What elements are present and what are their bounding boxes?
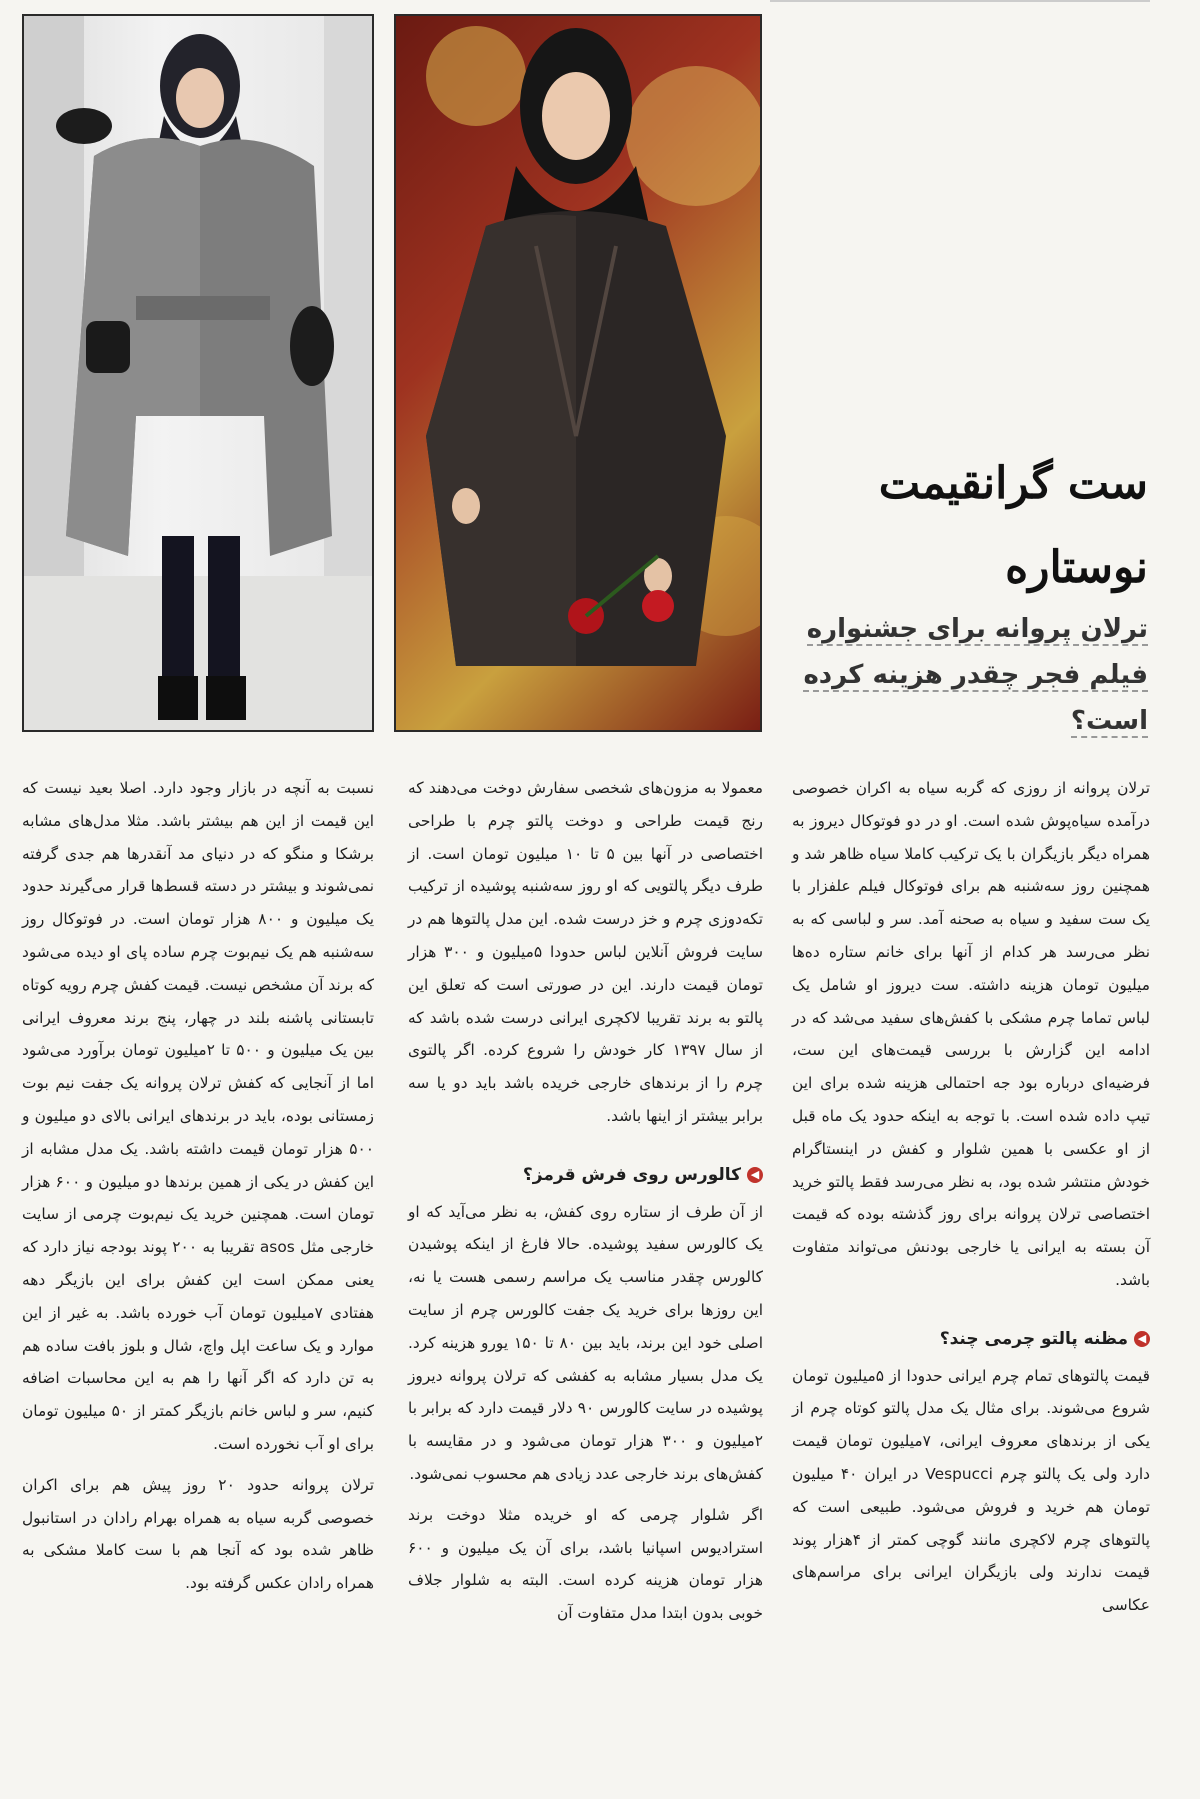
paragraph: اگر شلوار چرمی که او خریده مثلا دوخت برند استرادیوس اسپانیا باشد، برای آن یک میلیون و ۶۰۰ هزار تومان هزینه کرده است. البته به شلوار جلاف خوبی بدون ابتدا مدل متفاوت آن	[408, 1505, 763, 1623]
article-title-line-1: ست گرانقیمت	[878, 458, 1148, 509]
section-heading-text: مظنه پالتو چرمی چند؟	[939, 1328, 1128, 1349]
top-rule	[770, 0, 1150, 2]
article-subtitle-text: ترلان پروانه برای جشنواره فیلم فجر چقدر هزینه کرده است؟	[803, 614, 1148, 736]
woman-houndstooth-coat-photo	[22, 14, 374, 732]
section-heading	[408, 1159, 763, 1192]
section-heading	[792, 1323, 1150, 1356]
article-subtitle	[788, 606, 1148, 744]
article-title-line-2: نوستاره	[1005, 542, 1148, 593]
article-title	[788, 442, 1148, 610]
text-column-middle	[408, 772, 763, 1638]
paragraph: از آن طرف از ستاره روی کفش، به نظر می‌آید که او یک کالورس سفید پوشیده. حالا فارغ از اینکه پوشیدن کالورس چقدر مناسب یک مراسم رسمی هست یا نه، این روزها برای خرید یک جفت کالورس چرم از سایت اصلی خود این برند، باید بین ۸۰ تا ۱۵۰ یورو هزینه کرد. یک مدل بسیار مشابه به کفشی که ترلان پروانه دیروز پوشیده در سایت کالورس ۹۰ دلار قیمت دارد که برابر با ۲میلیون و ۳۰۰ هزار تومان می‌شود و در مقایسه با کفش‌های برند خارجی عدد زیادی هم محسوب نمی‌شود.	[408, 1202, 763, 1483]
arrow-bullet-icon: ◀	[1134, 1331, 1150, 1347]
text-column-right	[792, 772, 1150, 1630]
section-heading-text: کالورس روی فرش قرمز؟	[522, 1164, 741, 1185]
paragraph: ترلان پروانه از روزی که گربه سیاه به اکران خصوصی درآمده سیاه‌پوش شده است. او در دو فوتوکال دیروز به همراه دیگر بازیگران با یک ترکیب کاملا سیاه ظاهر شد و همچنین روز سه‌شنبه هم برای فوتوکال فیلم علفزار با یک ست سفید و سیاه به صحنه آمد. سر و لباسی که به نظر می‌رسد هر کدام از آنها برای خانم ستاره ده‌ها میلیون تومان هزینه داشته. ست دیروز او شامل یک لباس تماما چرم مشکی با کفش‌های سفید می‌شد که در ادامه این گزارش با بررسی قیمت‌های این ست، فرضیه‌ای درباره بود جه احتمالی هزینه شده برای این تیپ داده شده است. با توجه به اینکه حدود یک ماه قبل از او عکسی با همین شلوار و کفش در اینستاگرام خودش منتشر شده بود، به نظر می‌رسد فقط پالتو خرید اختصاصی ترلان پروانه برای روز گذشته بوده که قیمت آن بسته به ایرانی یا خارجی بودنش می‌تواند متفاوت باشد.	[792, 779, 1150, 1289]
woman-leather-coat-red-carpet-photo	[394, 14, 762, 732]
paragraph: قیمت پالتوهای تمام چرم ایرانی حدودا از ۵میلیون تومان شروع می‌شوند. برای مثال یک مدل پالتو کوتاه چرم از یکی از برندهای معروف ایرانی، ۷میلیون تومان قیمت دارد ولی یک پالتو چرم Vespucci در ایران ۴۰ میلیون تومان هم خرید و فروش می‌شود. طبیعی است که پالتوهای چرم لاکچری مانند گوچی کمتر از ۴هزار پوند قیمت ندارند ولی بازیگران ایرانی برای مراسم‌های عکاسی	[792, 1366, 1150, 1615]
paragraph: معمولا به مزون‌های شخصی سفارش دوخت می‌دهند که رنج قیمت طراحی و دوخت پالتو چرم با طراحی اختصاصی در آنها بین ۵ تا ۱۰ میلیون تومان است. از طرف دیگر پالتویی که او روز سه‌شنبه پوشیده از ترکیب تکه‌دوزی چرم و خز درست شده. این مدل پالتوها هم در سایت فروش آنلاین لباس حدودا ۵میلیون و ۳۰۰ هزار تومان قیمت دارند. این در صورتی است که تعلق این پالتو به برند تقریبا لاکچری ایرانی درست شده باشد که از سال ۱۳۹۷ کار خودش را شروع کرده. اگر پالتوی چرم را از برندهای خارجی خریده باشد باید دو یا سه برابر بیشتر از اینها باشد.	[408, 779, 764, 1125]
paragraph: ترلان پروانه حدود ۲۰ روز پیش هم برای اکران خصوصی گربه سیاه به همراه بهرام رادان در استانبول ظاهر شده بود که آنجا هم با ست کاملا مشکی به همراه رادان عکس گرفته بود.	[22, 1475, 374, 1593]
text-column-left	[22, 772, 374, 1608]
paragraph: نسبت به آنچه در بازار وجود دارد. اصلا بعید نیست که این قیمت از این هم بیشتر باشد. مثلا مدل‌های مشابه برشکا و منگو که در دنیای مد آنقدرها هم جدی گرفته نمی‌شوند و بیشتر در دسته قسط‌ها قرار می‌گیرند حدود یک میلیون و ۸۰۰ هزار تومان است. در فوتوکال روز سه‌شنبه هم یک نیم‌بوت چرم ساده پای او دیده می‌شود که برند آن مشخص نیست. قیمت کفش چرم رویه کوتاه تابستانی پاشنه بلند در چهار، پنج برند معروف ایرانی بین یک میلیون و ۵۰۰ تا ۲میلیون تومان برآورد می‌شود اما از آنجایی که کفش ترلان پروانه یک جفت نیم بوت زمستانی بوده، باید در برندهای ایرانی بالای دو میلیون و ۵۰۰ هزار تومان قیمت داشته باشد. یک مدل مشابه از این کفش در یکی از همین برندها دو میلیون و ۶۰۰ هزار تومان است. همچنین خرید یک نیم‌بوت چرمی از سایت خارجی مثل asos تقریبا به ۲۰۰ پوند بودجه نیاز دارد که یعنی ممکن است این کفش برای این بازیگر دهه هفتادی ۷میلیون تومان آب خورده باشد. به غیر از این موارد و یک ساعت اپل واچ، شال و بلوز بافت ساده هم به تن دارد که اگر آنها را هم به این محاسبات اضافه کنیم، سر و لباس خانم بازیگر کمتر از ۵۰ میلیون تومان برای او آب نخورده است.	[22, 779, 375, 1453]
arrow-bullet-icon: ◀	[747, 1167, 763, 1183]
